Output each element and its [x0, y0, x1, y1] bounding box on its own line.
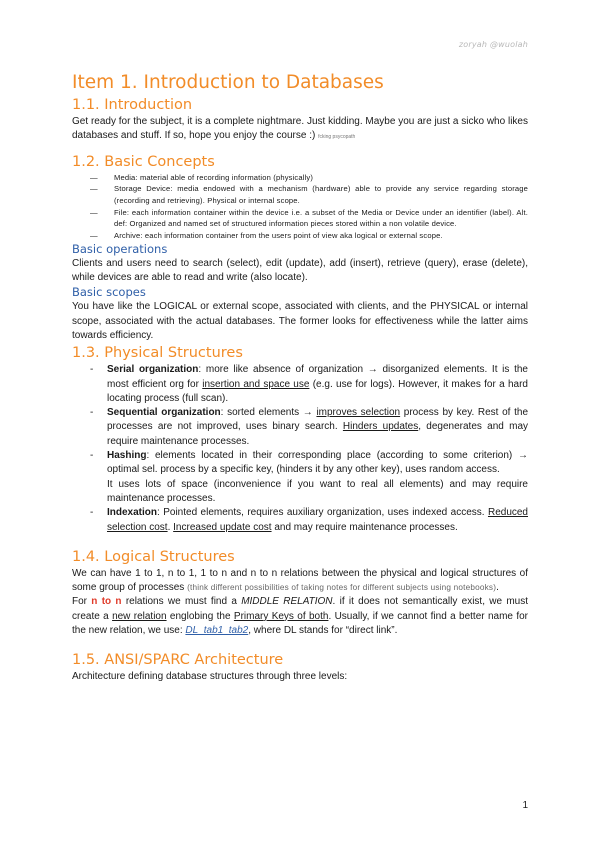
- basic-concepts-list: [72, 172, 528, 242]
- section-heading-physical: 1.3. Physical Structures: [72, 345, 243, 362]
- list-item-serial: - Serial organization: more like absence of organization → disorganized elements. It is the most efficient org for insertion and space use (e.g. use for logs). However, it makes for a hard locating process (full scan).: [90, 364, 528, 404]
- list-item: — Media: material able of recording information (physically): [90, 172, 314, 182]
- dash-bullet: —: [90, 184, 98, 194]
- intro-text: Get ready for the subject, it is a complete nightmare. Just kidding. Maybe you are just a sicko who likes databases and stuff. If so, hope you enjoy the course :): [72, 116, 528, 142]
- hyphen-bullet: -: [90, 364, 94, 376]
- page-number: 1: [522, 800, 528, 811]
- dash-bullet: —: [90, 172, 98, 182]
- list-item: — Storage Device: media endowed with a mechanism (hardware) able to provide any service regarding storage (recording and retrieving). Physical or internal scope.: [90, 184, 528, 205]
- section-heading-logical: 1.4. Logical Structures: [72, 548, 235, 565]
- list-item: — Archive: each information container from the users point of view aka logical or external scope.: [90, 231, 443, 241]
- section-heading-intro: 1.1. Introduction: [72, 97, 193, 113]
- scopes-paragraph: You have like the LOGICAL or external scope, associated with clients, and the PHYSICAL or internal scope, associated with the actual databases. The former looks for effectiveness while the latter aims towards efficiency.: [72, 301, 528, 341]
- list-item-indexation: - Indexation: Pointed elements, requires auxiliary organization, uses indexed access. Reduced selection cost. Increased update cost and may require maintenance processes.: [90, 507, 528, 533]
- header-note: zoryah @wuolah: [458, 40, 528, 49]
- logical-paragraph-2: For n to n relations we must find a MIDDLE RELATION. if it does not semantically exist, we must create a new relation englobing the Primary Keys of both. Usually, if we cannot find a better name for the new relation, we use: DL_tab1_tab2, where DL stands for “direct link”.: [72, 596, 528, 637]
- dash-bullet: —: [90, 231, 98, 241]
- logical-paragraph-1: We can have 1 to 1, n to 1, 1 to n and n to n relations between the physical and logical structures of some group of processes (think different possibilities of taking notes for different subjects using notebooks).: [72, 567, 528, 594]
- list-item-sequential: - Sequential organization: sorted elements → improves selection process by key. Rest of the processes are not improved, uses binary search. Hinders updates, degenerates and may require maintenance processes.: [90, 407, 529, 447]
- list-item-hashing: - Hashing: elements located in their corresponding place (according to some criterion) → optimal sel. process by a specific key, (hinders it by any other key), uses random access. It uses lots of space (inconvenience if you want to real all elements) and may require maintenance processes.: [90, 450, 528, 504]
- hyphen-bullet: -: [90, 407, 94, 419]
- subheading-basic-operations: Basic operations: [72, 241, 168, 256]
- list-item: — File: each information container within the device i.e. a subset of the Media or Device under an identifier (label). Alt. def: Organized and named set of structured information pieces stored within a non volatile device.: [90, 207, 528, 229]
- ansi-paragraph: Architecture defining database structures through three levels:: [72, 671, 348, 683]
- physical-structures-list: [72, 363, 528, 535]
- content: [72, 70, 528, 685]
- section-heading-ansi: 1.5. ANSI/SPARC Architecture: [72, 652, 284, 669]
- hyphen-bullet: -: [90, 450, 94, 462]
- hyphen-bullet: -: [90, 507, 94, 519]
- operations-paragraph: Clients and users need to search (select), edit (update), add (insert), retrieve (query), erase (delete), while devices are able to read and write (also locate).: [72, 257, 528, 284]
- document-title: Item 1. Introduction to Databases: [72, 72, 384, 93]
- intro-tiny-note: fcking psycopath: [318, 134, 356, 141]
- dash-bullet: —: [90, 207, 98, 217]
- subheading-basic-scopes: Basic scopes: [72, 285, 146, 300]
- intro-paragraph: [72, 115, 528, 145]
- section-heading-basic-concepts: 1.2. Basic Concepts: [72, 153, 215, 170]
